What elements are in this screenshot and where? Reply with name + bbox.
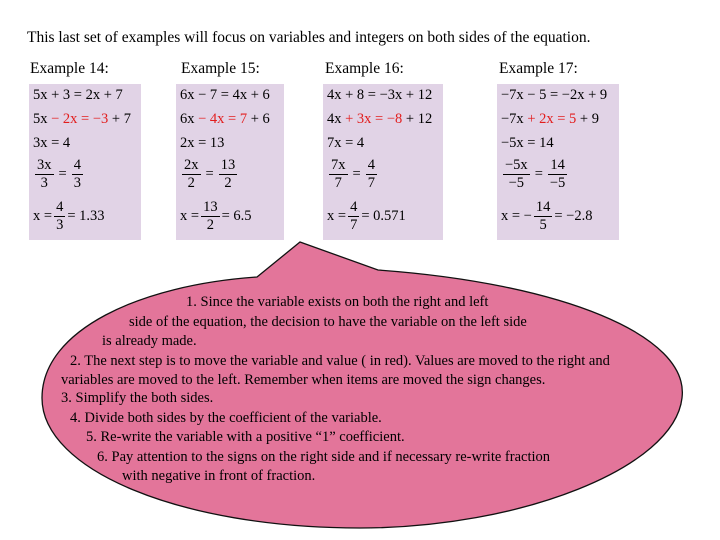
example-16-step-1: 4x + 8 = −3x + 12 (327, 87, 433, 103)
example-15-title: Example 15: (181, 60, 260, 77)
example-14-step-2: 5x − 2x = −3 + 7 (33, 111, 131, 127)
example-15-step-4: $\frac{2x}{2}$ = $\frac{13}{2}$ (184, 157, 236, 192)
note-line-6: 3. Simplify the both sides. (61, 390, 214, 406)
example-17-step-2: −7x + 2x = 5 + 9 (501, 111, 599, 127)
fraction: $\frac{4}{3}$ (73, 157, 81, 192)
note-line-10: with negative in front of fraction. (122, 468, 316, 484)
example-15-step-5: x = $\frac{13}{2}$ = 6.5 (180, 199, 252, 234)
example-14-step-3: 3x = 4 (33, 135, 71, 151)
note-line-4: 2. The next step is to move the variable and value ( in red). Values are moved to the right and (70, 353, 610, 369)
example-16-title: Example 16: (325, 60, 404, 77)
highlighted-move: + 3x = −8 (341, 111, 403, 127)
fraction: $\frac{3x}{3}$ (37, 157, 52, 192)
example-14-step-4: $\frac{3x}{3}$ = $\frac{4}{3}$ (37, 157, 81, 192)
intro-text: This last set of examples will focus on variables and integers on both sides of the equation. (27, 29, 591, 46)
example-16-step-2: 4x + 3x = −8 + 12 (327, 111, 433, 127)
fraction: $\frac{7x}{7}$ (331, 157, 346, 192)
note-line-7: 4. Divide both sides by the coefficient of the variable. (70, 410, 382, 426)
fraction: $\frac{4}{7}$ (350, 199, 358, 234)
example-14-title: Example 14: (30, 60, 109, 77)
fraction: $\frac{14}{5}$ (535, 199, 551, 234)
example-17-step-4: $\frac{-5x}{-5}$ = $\frac{14}{-5}$ (505, 157, 566, 192)
highlighted-move: − 4x = 7 (194, 111, 248, 127)
fraction: $\frac{4}{3}$ (56, 199, 64, 234)
example-15-step-1: 6x − 7 = 4x + 6 (180, 87, 270, 103)
note-line-1: 1. Since the variable exists on both the right and left (186, 294, 489, 310)
example-16-step-3: 7x = 4 (327, 135, 365, 151)
example-16-step-5: x = $\frac{4}{7}$ = 0.571 (327, 199, 406, 234)
example-15-step-2: 6x − 4x = 7 + 6 (180, 111, 270, 127)
fraction: $\frac{13}{2}$ (220, 157, 236, 192)
note-line-2: side of the equation, the decision to have the variable on the left side (129, 314, 527, 330)
note-line-5: variables are moved to the left. Remember when items are moved the sign changes. (61, 372, 546, 388)
example-17-step-1: −7x − 5 = −2x + 9 (501, 87, 608, 103)
note-line-9: 6. Pay attention to the signs on the right side and if necessary re-write fraction (97, 449, 550, 465)
highlighted-move: − 2x = −3 (47, 111, 109, 127)
note-line-3: is already made. (102, 333, 197, 349)
note-line-8: 5. Re-write the variable with a positive “1” coefficient. (86, 429, 405, 445)
example-15-step-3: 2x = 13 (180, 135, 225, 151)
example-17-step-3: −5x = 14 (501, 135, 554, 151)
example-14-step-5: x = $\frac{4}{3}$ = 1.33 (33, 199, 105, 234)
fraction: $\frac{14}{-5}$ (549, 157, 566, 192)
highlighted-move: + 2x = 5 (523, 111, 577, 127)
fraction: $\frac{-5x}{-5}$ (505, 157, 528, 192)
fraction: $\frac{4}{7}$ (367, 157, 375, 192)
fraction: $\frac{13}{2}$ (203, 199, 218, 234)
example-14-step-1: 5x + 3 = 2x + 7 (33, 87, 123, 103)
fraction: $\frac{2x}{2}$ (184, 157, 199, 192)
example-17-title: Example 17: (499, 60, 578, 77)
example-16-step-4: $\frac{7x}{7}$ = $\frac{4}{7}$ (331, 157, 375, 192)
example-17-step-5: x = − $\frac{14}{5}$ = −2.8 (501, 199, 593, 234)
